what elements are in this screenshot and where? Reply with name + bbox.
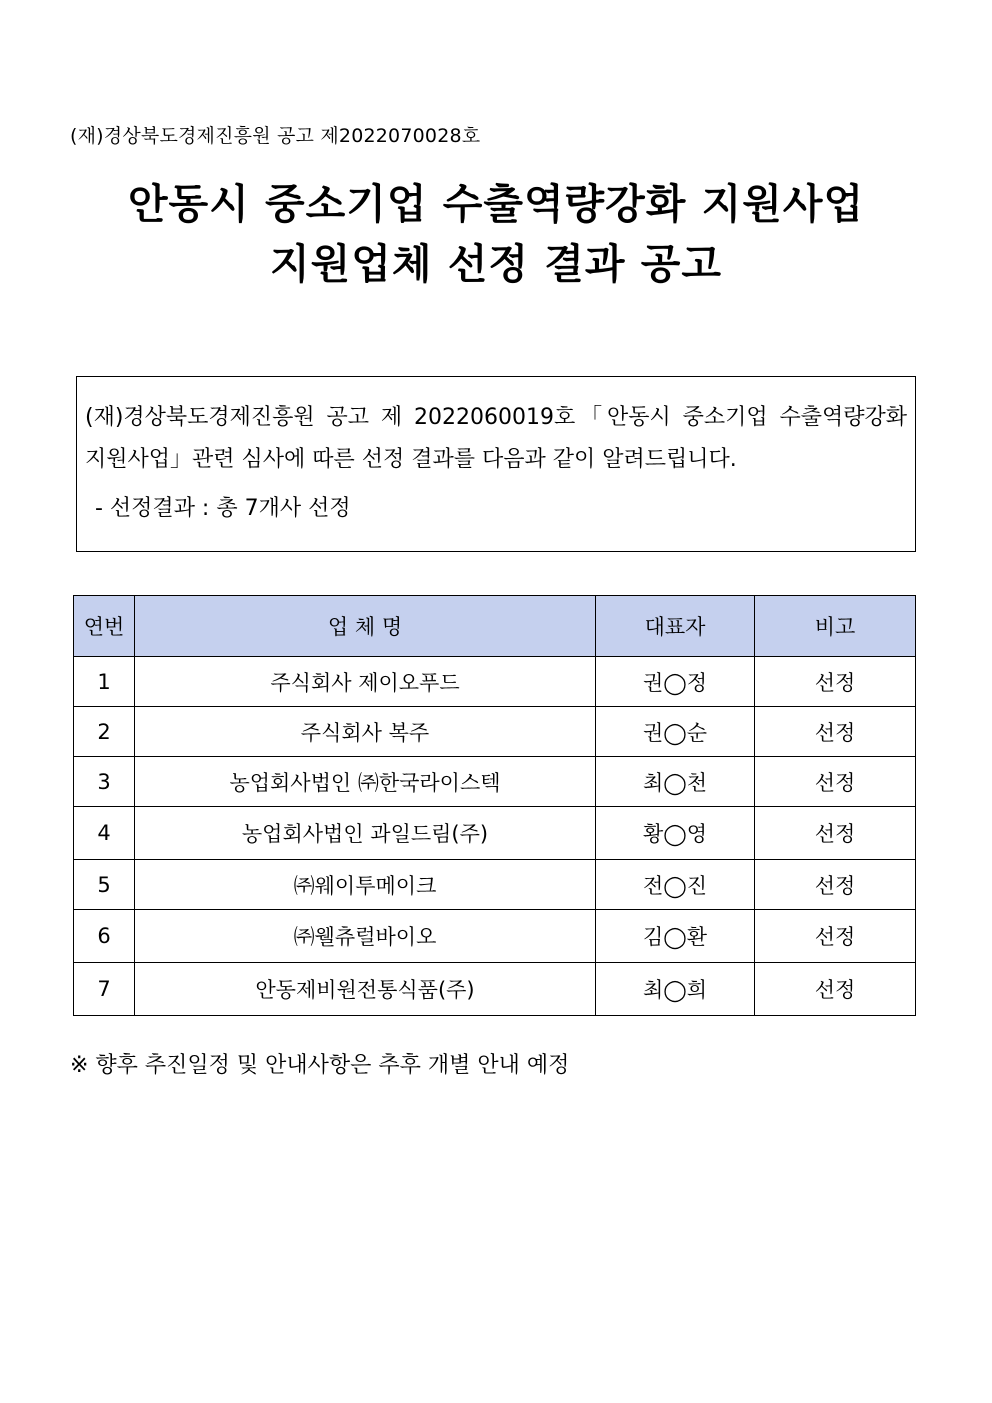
header-remarks: 비고: [755, 596, 916, 657]
cell-remarks: 선정: [755, 860, 916, 910]
footnote: ※ 향후 추진일정 및 안내사항은 추후 개별 안내 예정: [70, 1053, 570, 1078]
cell-remarks: 선정: [755, 963, 916, 1016]
cell-remarks: 선정: [755, 707, 916, 757]
table-row: [74, 707, 916, 757]
table-row: [74, 963, 916, 1016]
cell-number: 5: [74, 860, 135, 910]
cell-representative: 김◯환: [596, 910, 755, 963]
summary-box: [76, 376, 916, 552]
cell-remarks: 선정: [755, 657, 916, 707]
cell-number: 7: [74, 963, 135, 1016]
cell-representative: 권◯순: [596, 707, 755, 757]
cell-representative: 최◯천: [596, 757, 755, 807]
table-row: [74, 807, 916, 860]
summary-line-1: (재)경상북도경제진흥원 공고 제 2022060019호「안동시 중소기업 수출역량강화: [85, 405, 907, 430]
table-row: [74, 860, 916, 910]
cell-remarks: 선정: [755, 757, 916, 807]
header-company-name: 업 체 명: [135, 596, 596, 657]
cell-number: 4: [74, 807, 135, 860]
cell-company-name: ㈜웰츄럴바이오: [135, 910, 596, 963]
cell-company-name: 주식회사 복주: [135, 707, 596, 757]
header-number: 연번: [74, 596, 135, 657]
results-table: [73, 595, 916, 1016]
cell-remarks: 선정: [755, 807, 916, 860]
cell-representative: 최◯희: [596, 963, 755, 1016]
cell-representative: 전◯진: [596, 860, 755, 910]
cell-representative: 황◯영: [596, 807, 755, 860]
page-title-line-2: 지원업체 선정 결과 공고: [270, 240, 722, 288]
cell-company-name: 농업회사법인 과일드림(주): [135, 807, 596, 860]
page-title-line-1: 안동시 중소기업 수출역량강화 지원사업: [127, 180, 865, 228]
cell-representative: 권◯정: [596, 657, 755, 707]
table-row: [74, 657, 916, 707]
summary-line-3: - 선정결과 : 총 7개사 선정: [95, 496, 351, 521]
cell-number: 1: [74, 657, 135, 707]
table-row: [74, 910, 916, 963]
summary-line-2: 지원사업」관련 심사에 따른 선정 결과를 다음과 같이 알려드립니다.: [85, 447, 737, 472]
table-row: [74, 757, 916, 807]
cell-number: 3: [74, 757, 135, 807]
cell-company-name: 안동제비원전통식품(주): [135, 963, 596, 1016]
cell-number: 2: [74, 707, 135, 757]
table-header-row: [74, 596, 916, 657]
cell-company-name: 농업회사법인 ㈜한국라이스텍: [135, 757, 596, 807]
notice-number: (재)경상북도경제진흥원 공고 제2022070028호: [70, 125, 481, 147]
header-representative: 대표자: [596, 596, 755, 657]
cell-company-name: 주식회사 제이오푸드: [135, 657, 596, 707]
cell-remarks: 선정: [755, 910, 916, 963]
cell-company-name: ㈜웨이투메이크: [135, 860, 596, 910]
cell-number: 6: [74, 910, 135, 963]
